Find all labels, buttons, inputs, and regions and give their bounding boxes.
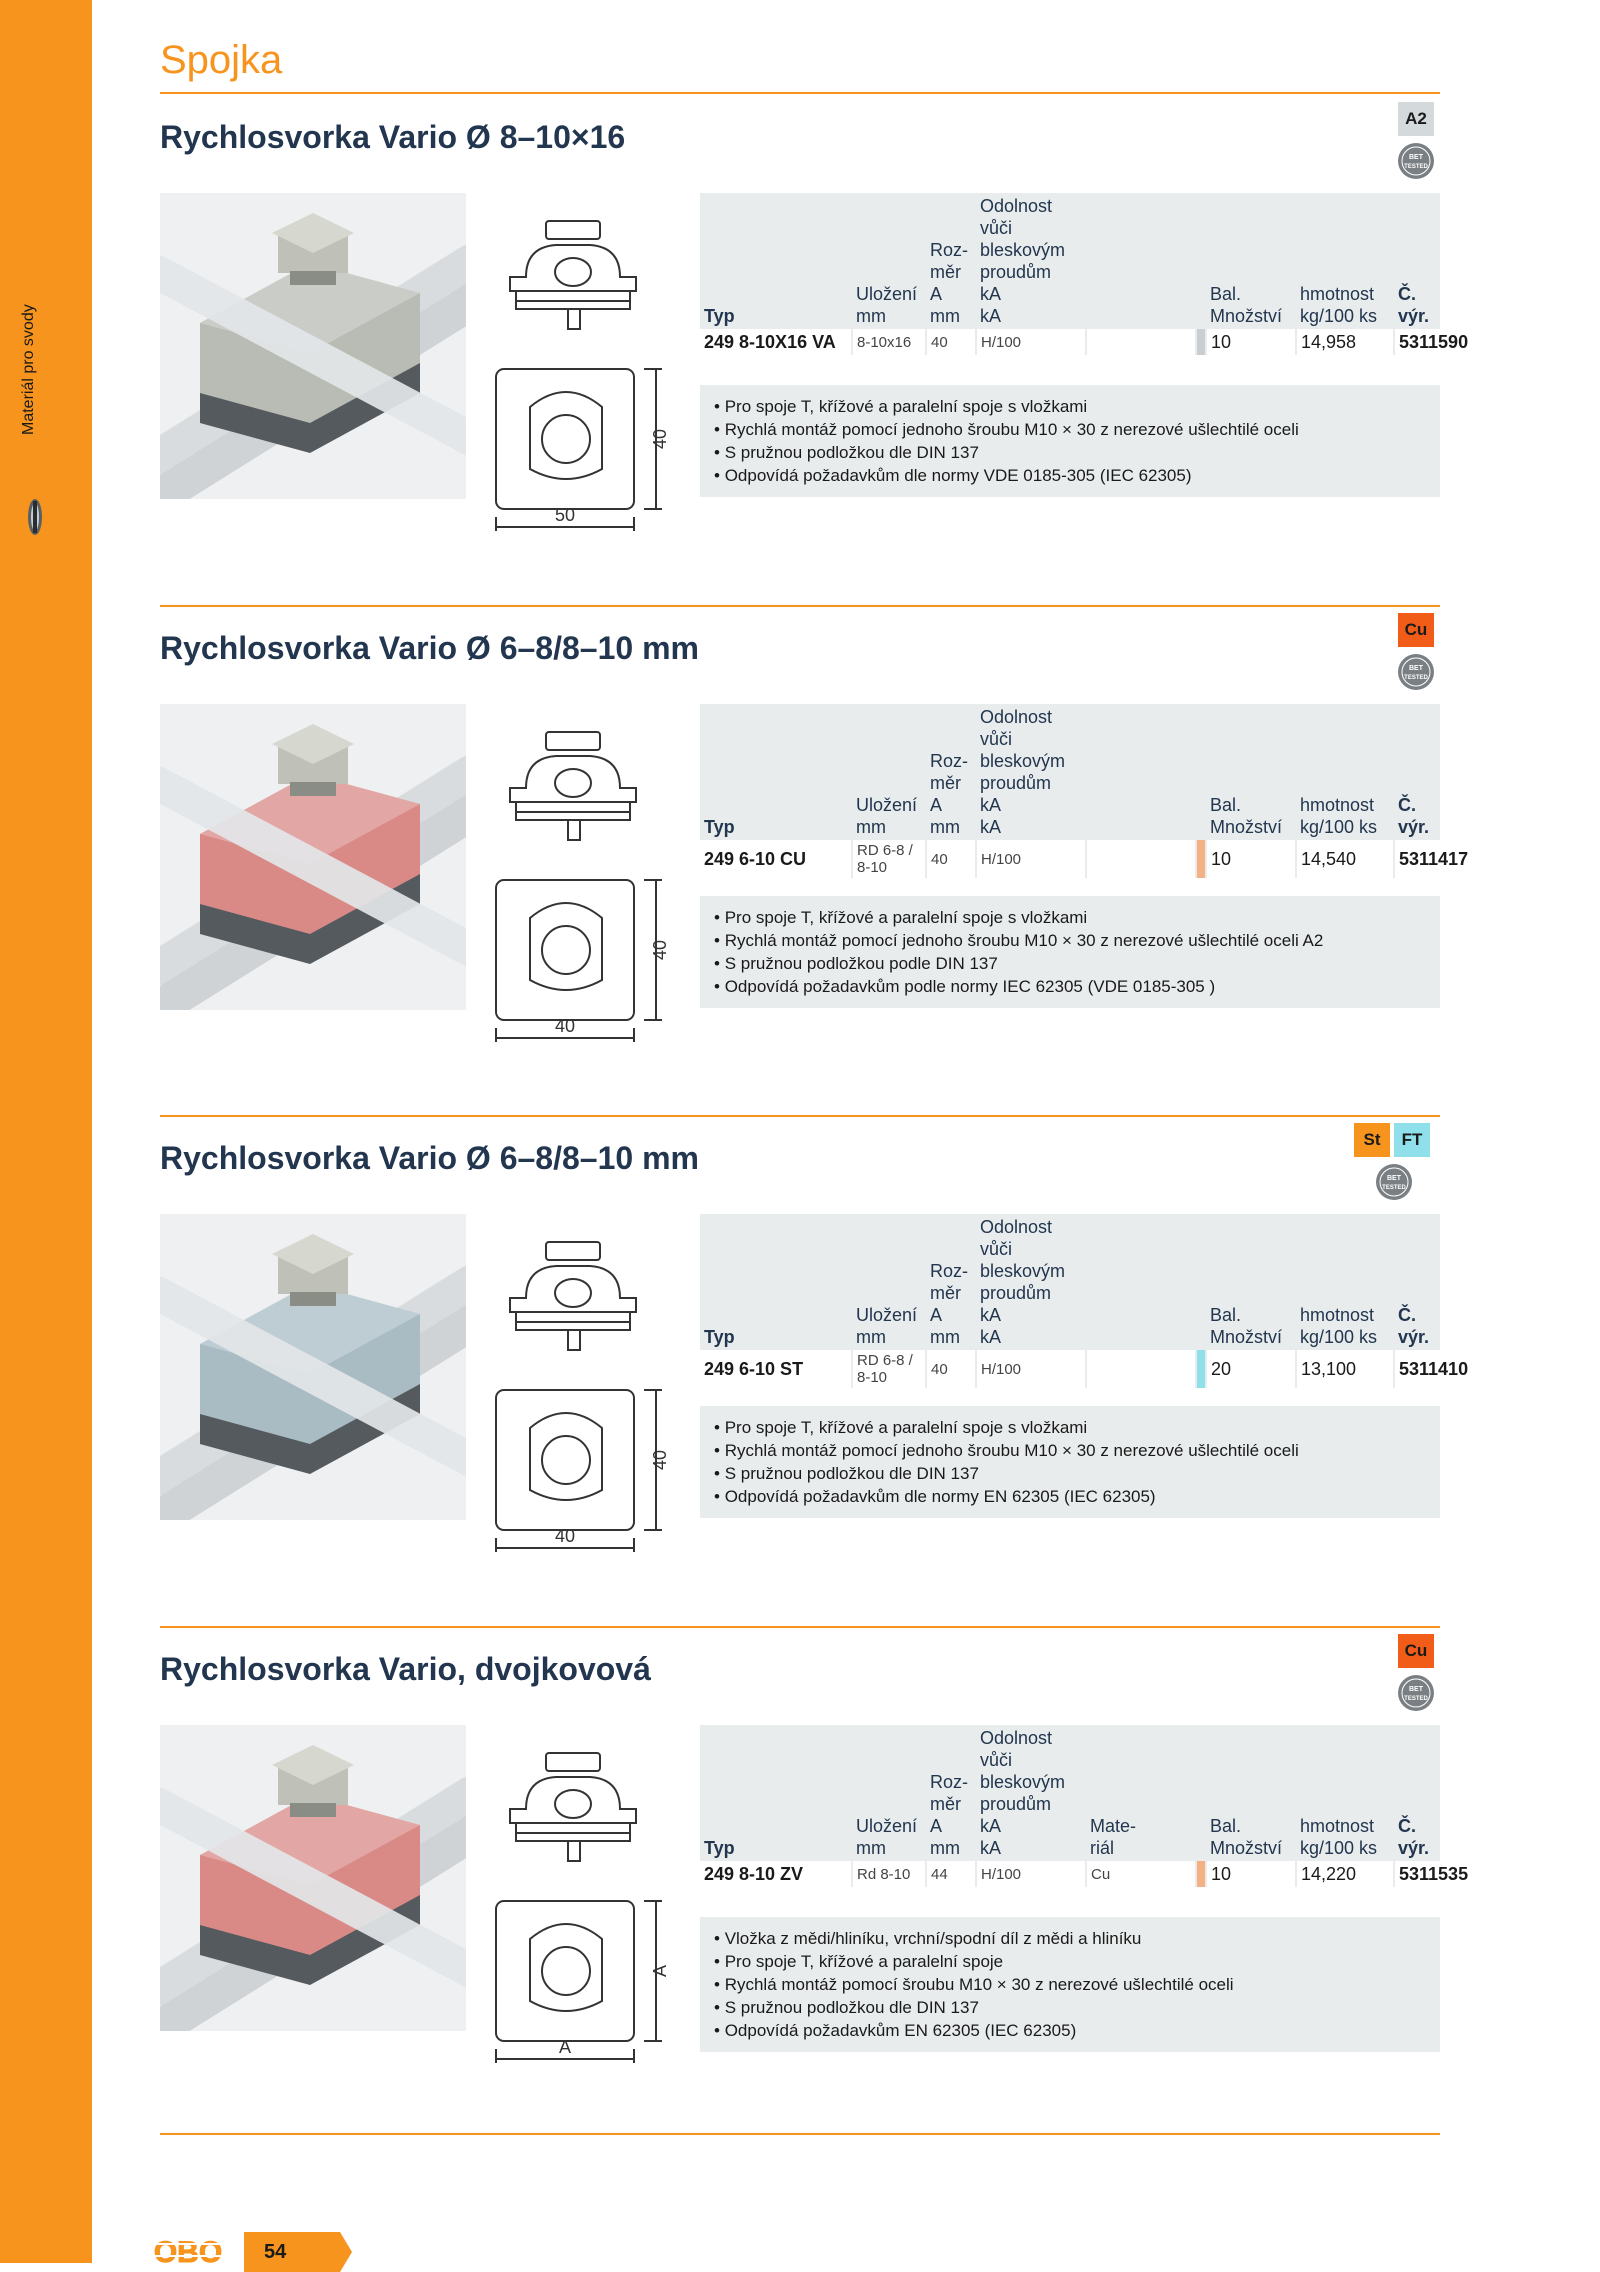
col-header-odolnost: Odolnost vůči bleskovým proudům kA kA [980,1728,1066,1858]
spec-table [700,193,1469,355]
feature-item: • Rychlá montáž pomocí šroubu M10 × 30 z nerezové ušlechtilé oceli [714,1973,1426,1996]
feature-list [700,1406,1440,1518]
product-title: Rychlosvorka Vario Ø 6–8/8–10 mm [160,1140,699,1176]
material-badges [1398,613,1434,647]
svg-text:40: 40 [554,1016,576,1036]
cell-bal: 20 [1206,1350,1296,1388]
col-header-typ: Typ [704,1838,735,1858]
table-row [700,329,1440,355]
material-badges [1354,1123,1430,1157]
bet-tested-icon [1397,653,1435,691]
feature-item: • Vložka z mědi/hliníku, vrchní/spodní díl z mědi a hliníku [714,1927,1426,1950]
feature-item: • Pro spoje T, křížové a paralelní spoje s vložkami [714,395,1426,418]
cell-hmotnost: 14,540 [1296,840,1394,878]
col-header-material: Mate- riál [1090,1816,1137,1858]
svg-text:BET: BET [1409,154,1423,161]
material-badges [1398,1634,1434,1668]
feature-item: • Rychlá montáž pomocí jednoho šroubu M10 × 30 z nerezové ušlechtilé oceli [714,418,1426,441]
svg-text:A: A [650,1964,670,1978]
svg-text:TESTED: TESTED [1382,1185,1406,1191]
product-photo [160,704,466,1010]
bet-tested-icon [1397,1674,1435,1712]
svg-text:40: 40 [554,1526,576,1546]
product-rule [160,605,1440,607]
sidebar [0,0,92,2263]
product-rule [160,1115,1440,1117]
product-photo [160,1725,466,2031]
feature-item: • S pružnou podložkou dle DIN 137 [714,1462,1426,1485]
cell-rozmer: 44 [926,1861,976,1887]
cell-ulozeni: 8-10x16 [852,329,926,355]
col-header-hmotnost: hmotnost kg/100 ks [1300,795,1378,837]
col-header-bal: Bal. Množství [1210,1305,1283,1347]
dimension-drawing [486,1749,676,2069]
col-header-ulozeni: Uložení mm [856,284,918,326]
col-header-cvyr: Č. výr. [1398,284,1430,326]
bet-tested-icon [1375,1163,1413,1201]
svg-text:BET: BET [1409,665,1423,672]
cell-typ: 249 8-10 ZV [700,1861,852,1887]
cell-hmotnost: 13,100 [1296,1350,1394,1388]
spec-table [700,704,1469,878]
feature-item: • S pružnou podložkou dle DIN 137 [714,441,1426,464]
col-header-ulozeni: Uložení mm [856,795,918,837]
col-header-cvyr: Č. výr. [1398,1816,1430,1858]
svg-text:40: 40 [650,1449,670,1471]
svg-text:BET: BET [1409,1686,1423,1693]
material-color-marker [1196,1861,1206,1887]
feature-item: • Pro spoje T, křížové a paralelní spoje [714,1950,1426,1973]
cell-cvyr: 5311535 [1394,1861,1440,1887]
material-color-marker [1196,1350,1206,1388]
svg-text:A: A [558,2037,572,2057]
dimension-drawing [486,1238,676,1558]
table-row [700,1350,1440,1388]
feature-item: • Rychlá montáž pomocí jednoho šroubu M10 × 30 z nerezové ušlechtilé oceli [714,1439,1426,1462]
svg-text:50: 50 [554,505,576,525]
svg-text:TESTED: TESTED [1404,675,1428,681]
cell-odolnost: H/100 [976,840,1086,878]
table-row [700,1861,1440,1887]
material-color-marker [1196,840,1206,878]
feature-item: • Pro spoje T, křížové a paralelní spoje s vložkami [714,1416,1426,1439]
spec-table [700,1725,1469,1887]
col-header-cvyr: Č. výr. [1398,1305,1430,1347]
feature-item: • Pro spoje T, křížové a paralelní spoje s vložkami [714,906,1426,929]
svg-text:TESTED: TESTED [1404,164,1428,170]
material-badge-st: St [1354,1123,1390,1157]
material-badge-a2: A2 [1398,102,1434,136]
svg-text:OBO: OBO [153,2236,223,2269]
cell-rozmer: 40 [926,1350,976,1388]
col-header-typ: Typ [704,1327,735,1347]
col-header-ulozeni: Uložení mm [856,1305,918,1347]
cell-typ: 249 8-10X16 VA [700,329,852,355]
col-header-rozmer: Roz- měr A mm [930,240,969,326]
feature-item: • S pružnou podložkou podle DIN 137 [714,952,1426,975]
cell-ulozeni: RD 6-8 / 8-10 [852,840,926,878]
section-rule [160,92,1440,94]
dimension-drawing [486,217,676,537]
feature-item: • Odpovídá požadavkům dle normy EN 62305 (IEC 62305) [714,1485,1426,1508]
cell-odolnost: H/100 [976,1861,1086,1887]
col-header-material [1086,193,1196,329]
cell-rozmer: 40 [926,329,976,355]
cell-typ: 249 6-10 CU [700,840,852,878]
svg-text:BET: BET [1387,1175,1401,1182]
feature-item: • S pružnou podložkou dle DIN 137 [714,1996,1426,2019]
cell-hmotnost: 14,958 [1296,329,1394,355]
col-header-typ: Typ [704,306,735,326]
col-header-odolnost: Odolnost vůči bleskovým proudům kA kA [980,707,1066,837]
cell-cvyr: 5311417 [1394,840,1440,878]
svg-text:TESTED: TESTED [1404,1696,1428,1702]
col-header-material [1086,704,1196,840]
cell-material [1086,840,1196,878]
product-title: Rychlosvorka Vario Ø 8–10×16 [160,119,626,155]
material-badges [1398,102,1434,136]
footer-rule [160,2133,1440,2135]
cell-cvyr: 5311590 [1394,329,1440,355]
col-header-hmotnost: hmotnost kg/100 ks [1300,1816,1378,1858]
product-title: Rychlosvorka Vario, dvojkovová [160,1651,651,1687]
sidebar-label: Materiál pro svody [20,304,37,435]
col-header-bal: Bal. Množství [1210,1816,1283,1858]
feature-item: • Odpovídá požadavkům dle normy VDE 0185-305 (IEC 62305) [714,464,1426,487]
material-badge-cu: Cu [1398,1634,1434,1668]
cell-material: Cu [1086,1861,1196,1887]
col-header-rozmer: Roz- měr A mm [930,1261,969,1347]
cell-material [1086,1350,1196,1388]
cell-ulozeni: RD 6-8 / 8-10 [852,1350,926,1388]
col-header-odolnost: Odolnost vůči bleskovým proudům kA kA [980,1217,1066,1347]
product-photo [160,193,466,499]
product-photo [160,1214,466,1520]
obo-logo [147,2234,229,2270]
cell-hmotnost: 14,220 [1296,1861,1394,1887]
clamp-thumbnail-icon [24,495,46,539]
bet-tested-icon [1397,142,1435,180]
cell-rozmer: 40 [926,840,976,878]
feature-list [700,1917,1440,2052]
cell-bal: 10 [1206,840,1296,878]
table-row [700,840,1440,878]
dimension-drawing [486,728,676,1048]
page-number: 54 [264,2241,287,2263]
product-rule [160,1626,1440,1628]
feature-list [700,385,1440,497]
col-header-bal: Bal. Množství [1210,795,1283,837]
cell-material [1086,329,1196,355]
svg-text:40: 40 [650,939,670,961]
cell-bal: 10 [1206,1861,1296,1887]
material-badge-cu: Cu [1398,613,1434,647]
cell-odolnost: H/100 [976,1350,1086,1388]
product-title: Rychlosvorka Vario Ø 6–8/8–10 mm [160,630,699,666]
col-header-rozmer: Roz- měr A mm [930,751,969,837]
material-color-marker [1196,329,1206,355]
feature-item: • Odpovídá požadavkům EN 62305 (IEC 62305) [714,2019,1426,2042]
col-header-hmotnost: hmotnost kg/100 ks [1300,1305,1378,1347]
feature-item: • Rychlá montáž pomocí jednoho šroubu M10 × 30 z nerezové ušlechtilé oceli A2 [714,929,1426,952]
col-header-rozmer: Roz- měr A mm [930,1772,969,1858]
col-header-hmotnost: hmotnost kg/100 ks [1300,284,1378,326]
feature-list [700,896,1440,1008]
page-number-tab [244,2232,352,2272]
cell-odolnost: H/100 [976,329,1086,355]
material-badge-ft: FT [1394,1123,1430,1157]
col-header-bal: Bal. Množství [1210,284,1283,326]
col-header-cvyr: Č. výr. [1398,795,1430,837]
col-header-ulozeni: Uložení mm [856,1816,918,1858]
cell-cvyr: 5311410 [1394,1350,1440,1388]
section-title: Spojka [160,38,283,82]
svg-text:40: 40 [650,428,670,450]
cell-bal: 10 [1206,329,1296,355]
cell-typ: 249 6-10 ST [700,1350,852,1388]
feature-item: • Odpovídá požadavkům podle normy IEC 62305 (VDE 0185-305 ) [714,975,1426,998]
col-header-typ: Typ [704,817,735,837]
col-header-odolnost: Odolnost vůči bleskovým proudům kA kA [980,196,1066,326]
cell-ulozeni: Rd 8-10 [852,1861,926,1887]
col-header-material [1086,1214,1196,1350]
spec-table [700,1214,1469,1388]
